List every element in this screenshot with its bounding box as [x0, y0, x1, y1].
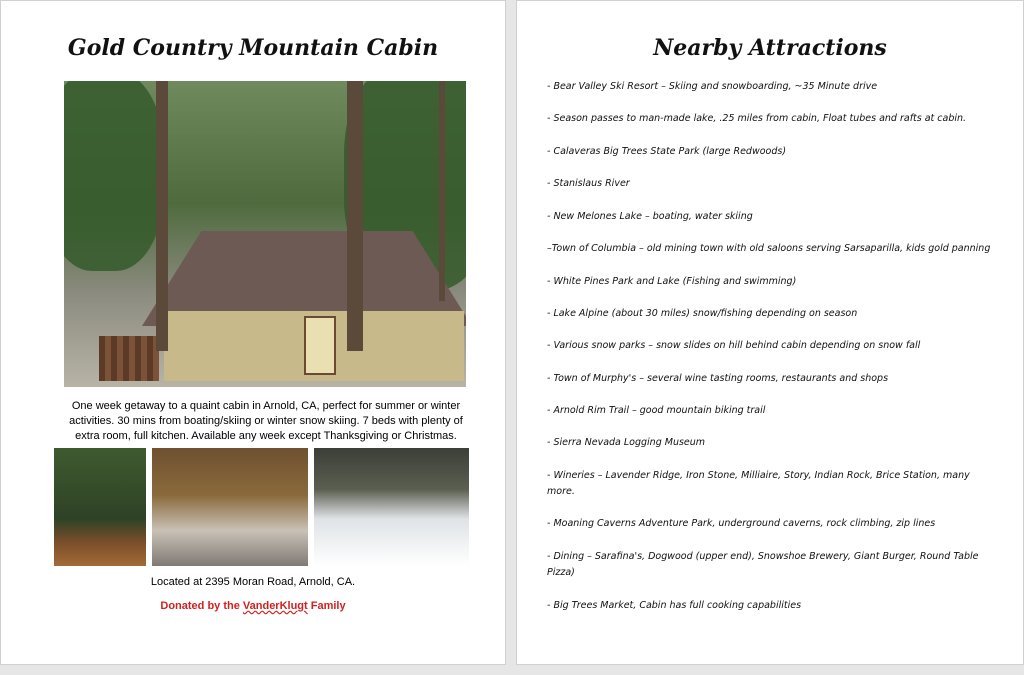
attraction-item: - Moaning Caverns Adventure Park, underground caverns, rock climbing, zip lines [547, 518, 936, 529]
right-page [516, 0, 1024, 665]
deck-photo [54, 448, 146, 566]
attractions-title: Nearby Attractions [653, 35, 887, 61]
cabin-location: Located at 2395 Moran Road, Arnold, CA. [150, 576, 356, 588]
snow-creek-photo [314, 448, 469, 566]
tree-trunk [156, 81, 168, 351]
attraction-item: - Season passes to man-made lake, .25 miles from cabin, Float tubes and rafts at cabin. [547, 113, 967, 124]
attraction-item: - Wineries – Lavender Ridge, Iron Stone, Milliaire, Story, Indian Rock, Brice Station, many more. [547, 470, 970, 497]
donated-prefix: Donated by the [160, 600, 243, 612]
attraction-item: - Sierra Nevada Logging Museum [547, 437, 706, 448]
attraction-item: - Big Trees Market, Cabin has full cooking capabilities [547, 600, 802, 611]
donor-name: VanderKlugt [242, 600, 308, 612]
attraction-item: - Stanislaus River [547, 178, 630, 189]
attraction-item: - New Melones Lake – boating, water skiing [547, 211, 753, 222]
cabin-title: Gold Country Mountain Cabin [67, 35, 439, 61]
tree-trunk [439, 81, 445, 301]
attraction-item: - White Pines Park and Lake (Fishing and swimming) [547, 276, 797, 287]
attraction-item: - Town of Murphy's – several wine tasting rooms, restaurants and shops [547, 373, 889, 384]
donated-suffix: Family [307, 600, 346, 612]
donated-by [1, 600, 505, 612]
left-page [0, 0, 506, 665]
attraction-item: –Town of Columbia – old mining town with old saloons serving Sarsaparilla, kids gold panning [547, 243, 991, 254]
attraction-item: - Dining – Sarafina's, Dogwood (upper end), Snowshoe Brewery, Giant Burger, Round Table Pizza) [547, 551, 979, 578]
cabin-door [304, 316, 336, 375]
attraction-item-link[interactable]: - Arnold Rim Trail – good mountain biking trail [547, 405, 766, 416]
attraction-item: - Bear Valley Ski Resort – Skiing and snowboarding, ~35 Minute drive [547, 81, 878, 92]
tree-trunk [347, 81, 363, 351]
attraction-item: - Lake Alpine (about 30 miles) snow/fishing depending on season [547, 308, 858, 319]
woodpile [99, 336, 159, 381]
cabin-main-photo [64, 81, 466, 387]
living-room-photo [152, 448, 308, 566]
attraction-item: - Calaveras Big Trees State Park (large Redwoods) [547, 146, 787, 157]
attraction-item: - Various snow parks – snow slides on hill behind cabin depending on snow fall [547, 340, 921, 351]
cabin-description: One week getaway to a quaint cabin in Arnold, CA, perfect for summer or winter activities. 30 mins from boating/skiing or winter snow skiing. 7 beds with plenty of extra room, full kitchen. Available any week except Thanksgiving or Christmas. [69, 400, 463, 442]
tree-foliage [64, 81, 164, 271]
